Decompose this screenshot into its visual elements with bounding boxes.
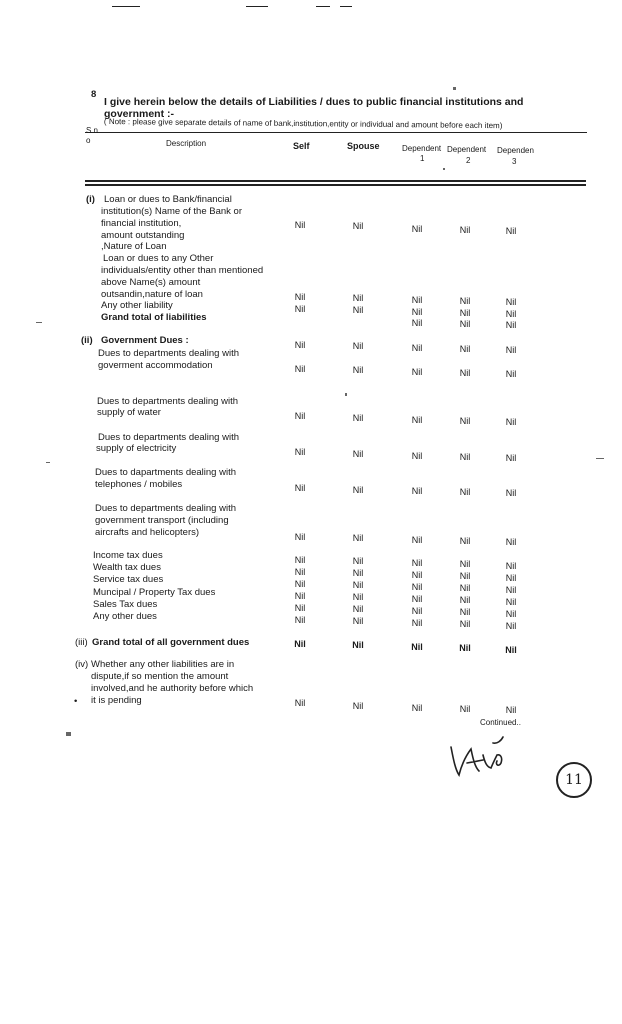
- nil-property-tax-spouse: Nil: [352, 592, 364, 602]
- row-i-line: above Name(s) amount: [101, 277, 201, 288]
- nil-other-dues-self: Nil: [294, 615, 306, 625]
- row-ii-electricity: Dues to departments dealing with: [98, 432, 239, 443]
- row-ii-other-dues: Any other dues: [93, 611, 157, 622]
- nil-income-tax-dependent-1: Nil: [411, 558, 423, 568]
- nil-loan-individual-dependent-1: Nil: [411, 295, 423, 305]
- row-iv-marker: (iv): [75, 659, 89, 670]
- header-top-rule: [85, 132, 587, 133]
- nil-telephones-self: Nil: [294, 483, 306, 493]
- nil-income-tax-self: Nil: [294, 555, 306, 565]
- nil-wealth-tax-dependent-1: Nil: [411, 570, 423, 580]
- nil-water-self: Nil: [294, 411, 306, 421]
- row-ii-electricity-cont: supply of electricity: [96, 443, 177, 454]
- row-ii-wealth-tax: Wealth tax dues: [93, 562, 161, 573]
- nil-transport-self: Nil: [294, 532, 306, 542]
- bullet-dot: •: [74, 696, 78, 707]
- nil-other-liability-self: Nil: [294, 304, 306, 314]
- scan-mark: [316, 6, 330, 7]
- nil-grand-total-liabilities-dependent-3: Nil: [505, 320, 517, 330]
- row-ii-water: Dues to departments dealing with: [97, 396, 238, 407]
- row-iv-line: involved,and he authority before which: [91, 683, 254, 694]
- nil-other-dues-dependent-3: Nil: [505, 621, 517, 631]
- nil-grand-total-govt-self: Nil: [294, 639, 306, 649]
- nil-income-tax-spouse: Nil: [352, 556, 364, 566]
- nil-disputed-dependent-2: Nil: [459, 704, 471, 714]
- nil-telephones-dependent-3: Nil: [505, 488, 517, 498]
- row-i-grand-total: Grand total of liabilities: [101, 312, 207, 323]
- nil-electricity-spouse: Nil: [352, 449, 364, 459]
- row-i-line: amount outstanding: [101, 230, 185, 241]
- nil-water-spouse: Nil: [352, 413, 364, 423]
- nil-electricity-self: Nil: [294, 447, 306, 457]
- row-ii-sales-tax: Sales Tax dues: [93, 599, 158, 610]
- nil-sales-tax-self: Nil: [294, 603, 306, 613]
- nil-electricity-dependent-3: Nil: [505, 453, 517, 463]
- nil-income-tax-dependent-3: Nil: [505, 561, 517, 571]
- nil-other-liability-dependent-2: Nil: [459, 308, 471, 318]
- nil-grand-total-govt-dependent-2: Nil: [459, 643, 471, 653]
- nil-wealth-tax-self: Nil: [294, 567, 306, 577]
- col-dependent-1: Dependent: [402, 144, 442, 153]
- nil-loan-bank-self: Nil: [294, 220, 306, 230]
- scan-speck: [36, 322, 42, 323]
- nil-govt-dues-title-self: Nil: [294, 340, 306, 350]
- nil-transport-dependent-2: Nil: [459, 536, 471, 546]
- nil-grand-total-govt-spouse: Nil: [352, 640, 364, 650]
- col-dependent-3: Dependen: [497, 146, 534, 155]
- row-ii-transport: Dues to departments dealing with: [95, 503, 236, 514]
- nil-sales-tax-spouse: Nil: [352, 604, 364, 614]
- section-number: 8: [91, 89, 97, 100]
- nil-transport-dependent-1: Nil: [411, 535, 423, 545]
- nil-grand-total-govt-dependent-1: Nil: [411, 642, 423, 652]
- section-title: I give herein below the details of Liabilities / dues to public financial institutions and: [104, 96, 524, 108]
- nil-govt-accommodation-self: Nil: [294, 364, 306, 374]
- row-iv-line: dispute,if so mention the amount: [91, 671, 229, 682]
- nil-disputed-dependent-3: Nil: [505, 705, 517, 715]
- row-i-line: Any other liability: [101, 300, 173, 311]
- nil-other-liability-dependent-3: Nil: [505, 309, 517, 319]
- row-ii-housing-cont: goverment accommodation: [98, 360, 213, 371]
- nil-grand-total-liabilities-dependent-1: Nil: [411, 318, 423, 328]
- nil-electricity-dependent-1: Nil: [411, 451, 423, 461]
- scan-speck: [443, 168, 445, 170]
- row-i-line: ,Nature of Loan: [101, 241, 167, 252]
- scan-speck: [596, 458, 604, 459]
- nil-govt-dues-title-dependent-3: Nil: [505, 345, 517, 355]
- col-sno-cont: o: [86, 136, 91, 145]
- nil-loan-individual-dependent-3: Nil: [505, 297, 517, 307]
- signature-mark: [445, 735, 515, 785]
- scan-mark: [340, 6, 352, 7]
- nil-property-tax-self: Nil: [294, 591, 306, 601]
- row-i-line: Loan or dues to Bank/financial: [104, 194, 232, 205]
- nil-other-liability-dependent-1: Nil: [411, 307, 423, 317]
- nil-property-tax-dependent-1: Nil: [411, 594, 423, 604]
- row-iv-line: it is pending: [91, 695, 142, 706]
- nil-service-tax-dependent-1: Nil: [411, 582, 423, 592]
- row-ii-telephone-cont: telephones / mobiles: [95, 479, 183, 490]
- row-ii-title: Government Dues :: [101, 335, 189, 346]
- nil-govt-dues-title-dependent-1: Nil: [411, 343, 423, 353]
- col-dependent-2-num: 2: [466, 156, 471, 165]
- nil-transport-dependent-3: Nil: [505, 537, 517, 547]
- row-i-line: institution(s) Name of the Bank or: [101, 206, 242, 217]
- nil-wealth-tax-dependent-3: Nil: [505, 573, 517, 583]
- page-number: 11: [565, 772, 583, 788]
- nil-sales-tax-dependent-2: Nil: [459, 607, 471, 617]
- scan-mark: [112, 6, 140, 7]
- nil-wealth-tax-spouse: Nil: [352, 568, 364, 578]
- nil-other-dues-dependent-1: Nil: [411, 618, 423, 628]
- col-spouse: Spouse: [347, 141, 380, 151]
- nil-loan-bank-dependent-1: Nil: [411, 224, 423, 234]
- nil-telephones-dependent-1: Nil: [411, 486, 423, 496]
- nil-other-liability-spouse: Nil: [352, 305, 364, 315]
- nil-govt-dues-title-spouse: Nil: [352, 341, 364, 351]
- scan-speck: [345, 393, 347, 396]
- row-i-line: financial institution,: [101, 218, 182, 229]
- row-i-line: outsandin,nature of loan: [101, 289, 203, 300]
- nil-electricity-dependent-2: Nil: [459, 452, 471, 462]
- nil-disputed-dependent-1: Nil: [411, 703, 423, 713]
- nil-loan-bank-dependent-3: Nil: [505, 226, 517, 236]
- continued-label: Continued..: [480, 718, 521, 727]
- nil-grand-total-liabilities-dependent-2: Nil: [459, 319, 471, 329]
- row-ii-water-cont: supply of water: [97, 407, 161, 418]
- col-self: Self: [293, 141, 310, 151]
- nil-service-tax-dependent-3: Nil: [505, 585, 517, 595]
- nil-govt-accommodation-spouse: Nil: [352, 365, 364, 375]
- nil-grand-total-govt-dependent-3: Nil: [505, 645, 517, 655]
- col-sno: S n: [86, 126, 99, 135]
- nil-water-dependent-3: Nil: [505, 417, 517, 427]
- row-iv-line: Whether any other liabilities are in: [91, 659, 235, 670]
- col-dependent-3-num: 3: [512, 157, 517, 166]
- row-ii-transport-cont: government transport (including: [95, 515, 229, 526]
- nil-service-tax-dependent-2: Nil: [459, 583, 471, 593]
- scan-speck: [46, 462, 50, 463]
- row-ii-telephone: Dues to dapartments dealing with: [95, 467, 236, 478]
- nil-disputed-self: Nil: [294, 698, 306, 708]
- row-ii-income-tax: Income tax dues: [93, 550, 163, 561]
- row-iii-title: Grand total of all government dues: [92, 637, 250, 648]
- scan-speck: [453, 87, 456, 90]
- col-description: Description: [166, 139, 207, 148]
- nil-wealth-tax-dependent-2: Nil: [459, 571, 471, 581]
- nil-loan-individual-dependent-2: Nil: [459, 296, 471, 306]
- nil-transport-spouse: Nil: [352, 533, 364, 543]
- row-iii-marker: (iii): [75, 637, 88, 648]
- nil-property-tax-dependent-3: Nil: [505, 597, 517, 607]
- row-i-marker: (i): [86, 194, 95, 205]
- header-bottom-rule: [85, 180, 586, 182]
- nil-property-tax-dependent-2: Nil: [459, 595, 471, 605]
- row-ii-marker: (ii): [81, 335, 93, 346]
- nil-telephones-spouse: Nil: [352, 485, 364, 495]
- nil-other-dues-dependent-2: Nil: [459, 619, 471, 629]
- nil-sales-tax-dependent-1: Nil: [411, 606, 423, 616]
- nil-water-dependent-1: Nil: [411, 415, 423, 425]
- nil-govt-dues-title-dependent-2: Nil: [459, 344, 471, 354]
- nil-loan-individual-spouse: Nil: [352, 293, 364, 303]
- section-note: ( Note : please give separate details of name of bank,institution,entity or individual and amount before each item): [103, 117, 503, 131]
- nil-income-tax-dependent-2: Nil: [459, 559, 471, 569]
- nil-sales-tax-dependent-3: Nil: [505, 609, 517, 619]
- nil-disputed-spouse: Nil: [352, 701, 364, 711]
- section-title-cont: government :-: [104, 108, 175, 120]
- nil-other-dues-spouse: Nil: [352, 616, 364, 626]
- row-i-line: individuals/entity other than mentioned: [101, 265, 264, 276]
- nil-water-dependent-2: Nil: [459, 416, 471, 426]
- nil-telephones-dependent-2: Nil: [459, 487, 471, 497]
- col-dependent-2: Dependent: [447, 145, 487, 154]
- row-ii-property-tax: Muncipal / Property Tax dues: [93, 587, 216, 598]
- row-ii-service-tax: Service tax dues: [93, 574, 164, 585]
- row-i-line: Loan or dues to any Other: [103, 253, 214, 264]
- nil-loan-individual-self: Nil: [294, 292, 306, 302]
- row-ii-housing: Dues to departments dealing with: [98, 348, 239, 359]
- nil-govt-accommodation-dependent-1: Nil: [411, 367, 423, 377]
- row-ii-transport-cont: aircrafts and helicopters): [95, 527, 200, 538]
- nil-govt-accommodation-dependent-2: Nil: [459, 368, 471, 378]
- nil-loan-bank-dependent-2: Nil: [459, 225, 471, 235]
- header-bottom-rule-2: [85, 184, 586, 186]
- page-number-circle: [556, 762, 592, 798]
- col-dependent-1-num: 1: [420, 154, 425, 163]
- nil-loan-bank-spouse: Nil: [352, 221, 364, 231]
- nil-service-tax-self: Nil: [294, 579, 306, 589]
- scan-speck: [66, 732, 71, 736]
- nil-service-tax-spouse: Nil: [352, 580, 364, 590]
- nil-govt-accommodation-dependent-3: Nil: [505, 369, 517, 379]
- scan-mark: [246, 6, 268, 7]
